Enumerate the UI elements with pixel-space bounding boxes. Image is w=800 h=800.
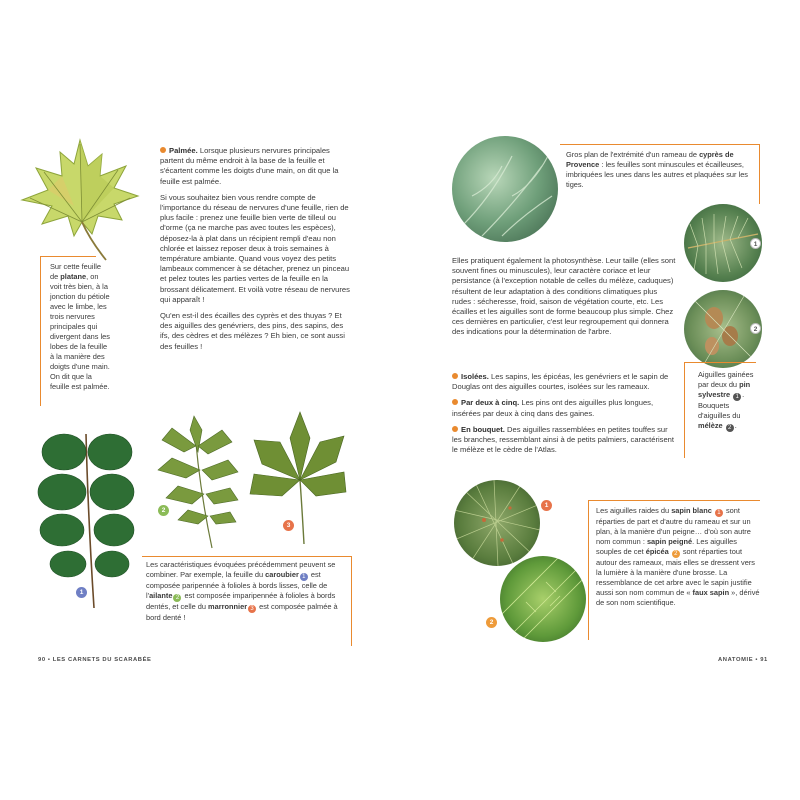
left-page-footer: 90 • LES CARNETS DU SCARABÉE bbox=[38, 657, 152, 663]
caption-species: platane bbox=[60, 272, 87, 281]
caption-text: Gros plan de l'extrémité d'un rameau de bbox=[566, 150, 700, 159]
needle-groups-list bbox=[452, 372, 676, 461]
bouquet-heading: En bouquet. bbox=[461, 424, 505, 434]
bullet-dot bbox=[160, 147, 166, 153]
photo-number-badge: 2 bbox=[486, 617, 497, 628]
needle-pattern-icon bbox=[454, 480, 540, 566]
caroubier-leaf-illustration bbox=[34, 426, 138, 612]
list-item bbox=[452, 425, 676, 456]
caption-text: . Les aiguilles souples de cet bbox=[596, 537, 737, 556]
marronnier-leaf-illustration bbox=[246, 408, 350, 548]
caption-text: est composée paripennée à folioles à bords lisses, celle de l' bbox=[146, 570, 328, 600]
list-item bbox=[452, 372, 676, 392]
caption-text: Les caractéristiques évoquées précédemment peuvent se combiner. Par exemple, la feuille du bbox=[146, 560, 336, 579]
meleze-label: mélèze bbox=[698, 421, 723, 430]
caption-text: : les feuilles sont minuscules et écailleuses, imbriquées les unes dans les autres et plaquées sur les tiges. bbox=[566, 160, 748, 189]
paragraph-photosynthese: Elles pratiquent également la photosynthèse. Leur taille (elles sont souvent fines ou minuscules), leur caractère coriace et leur persistance (à l'exception notable de celles du mélèze, caduques) résultent de leur adaptation à des conditions climatiques plus rudes : sécheresse, froid, saison de végétation courte, etc. Les écailles et les aiguilles sont de forme beaucoup plus simple. Chez ces dernières en particulier, c'est leur regroupement qui donnera des indications pour la détermination de l'arbre. bbox=[452, 256, 676, 337]
marronnier-label: marronnier bbox=[208, 602, 248, 611]
number-badge: 1 bbox=[300, 573, 308, 581]
caption-text: Sur cette feuille de bbox=[50, 262, 101, 281]
platane-caption bbox=[50, 262, 110, 392]
caption-text: est composée palmée à bord denté ! bbox=[146, 602, 338, 622]
sapin-peigne-label: sapin peigné bbox=[646, 537, 693, 546]
pardeux-text: Les pins ont des aiguilles plus longues, insérées par deux à cinq dans des gaines. bbox=[452, 398, 654, 418]
leaf-number-badge: 3 bbox=[283, 520, 294, 531]
caption-text: », dérivé de son nom scientifique. bbox=[596, 588, 760, 607]
caption-text: est composée imparipennée à folioles à bords dentés, et celle du bbox=[146, 591, 336, 611]
number-badge: 2 bbox=[173, 594, 181, 602]
caption-text: sont réparties de part et d'autre du rameau et sur un plan, à la manière d'un peigne… d'où son autre nom commun : bbox=[596, 506, 751, 546]
right-page-footer: ANATOMIE • 91 bbox=[718, 657, 768, 663]
cypres-caption bbox=[566, 150, 754, 190]
palmee-heading: Palmée. bbox=[169, 146, 198, 155]
epicea-label: épicéa bbox=[645, 547, 669, 556]
ailante-label: ailante bbox=[149, 591, 173, 600]
faux-sapin-label: faux sapin bbox=[692, 588, 730, 597]
left-text-column bbox=[160, 146, 350, 358]
palmee-text: Lorsque plusieurs nervures principales partent du même endroit à la base de la feuille et s'écartent comme les doigts d'une main, on dit que la feuille est palmée. bbox=[160, 146, 339, 186]
epicea-photo bbox=[500, 556, 586, 642]
paragraph-nervures: Si vous souhaitez bien vous rendre compte de l'importance du réseau de nervures d'une feuille, rien de plus facile : prenez une feuille bien verte de tilleul ou d'orme (ça ne marche pas avec toutes les espèces), déposez-la à plat dans un récipient rempli d'eau non chlorée et laissez reposer deux à trois semaines à température ambiante. Quand vous voyez des petits lambeaux commencer à se détacher, prenez un pinceau et pelez toutes les parties vertes de la feuille en la brossant délicatement. Et voilà votre réseau de nervures qui apparaît ! bbox=[160, 192, 350, 304]
ailante-leaf-illustration bbox=[150, 412, 242, 552]
cypres-photo bbox=[452, 136, 558, 242]
leaf-number-badge: 1 bbox=[76, 587, 87, 598]
pin-label: pin sylvestre bbox=[698, 380, 751, 399]
photo-number-badge: 1 bbox=[750, 238, 761, 249]
leaf-number-badge: 2 bbox=[158, 505, 169, 516]
leaves-caption bbox=[146, 560, 346, 623]
number-badge: 1 bbox=[733, 393, 741, 401]
cypres-label: cyprès de Provence bbox=[566, 150, 734, 169]
bullet-dot bbox=[452, 426, 458, 432]
caption-text: Les aiguilles raides du bbox=[596, 506, 672, 515]
caroubier-label: caroubier bbox=[265, 570, 299, 579]
isolees-text: Les sapins, les épicéas, les genévriers et le sapin de Douglas ont des aiguilles courtes, isolées sur les rameaux. bbox=[452, 372, 669, 392]
caption-text: . Bouquets d'aiguilles du bbox=[698, 390, 745, 420]
photo-number-badge: 1 bbox=[541, 500, 552, 511]
number-badge: 1 bbox=[715, 509, 723, 517]
photo-number-badge: 2 bbox=[750, 323, 761, 334]
bullet-dot bbox=[452, 399, 458, 405]
number-badge: 2 bbox=[672, 550, 680, 558]
paragraph-ecailles: Qu'en est-il des écailles des cyprès et des thuyas ? Et des aiguilles des genévriers, des pins, des sapins, des ifs, des cèdres et des mélèzes ? Eh bien, ce sont aussi des feuilles ! bbox=[160, 311, 345, 351]
sapin-label: sapin blanc bbox=[671, 506, 712, 515]
isolees-heading: Isolées. bbox=[461, 372, 489, 381]
bouquet-text: Des aiguilles rassemblées en petites touffes sur les branches, ressemblant ainsi à de petits palmiers, caractérisent le mélèze et le cèdre de l'Atlas. bbox=[452, 424, 675, 455]
right-text-column bbox=[452, 256, 676, 344]
scale-pattern-icon bbox=[452, 136, 558, 242]
number-badge: 3 bbox=[248, 605, 256, 613]
sapin-photo bbox=[454, 480, 540, 566]
caption-text: , on voit très bien, à la jonction du pétiole avec le limbe, les trois nervures principales qui divergent dans les lobes de la feuille à la manière des doigts d'une main. On dit que la feuille est palmée. bbox=[50, 272, 110, 391]
number-badge: 2 bbox=[726, 424, 734, 432]
caption-text: Aiguilles gainées par deux du bbox=[698, 370, 754, 389]
caption-text: sont réparties tout autour des rameaux, mais elles se dressent vers la lumière à la manière d'une brosse. La ressemblance de cet arbre avec le sapin justifie aussi son nom commun de « bbox=[596, 547, 755, 597]
pardeux-heading: Par deux à cinq. bbox=[461, 398, 520, 408]
bullet-dot bbox=[452, 373, 458, 379]
list-item bbox=[452, 398, 676, 418]
sapin-epicea-caption bbox=[596, 506, 760, 608]
pin-meleze-caption: Aiguilles gainées par deux du pin sylvestre 1 . Bouquets d'aiguilles du mélèze 2 . bbox=[698, 370, 754, 431]
maple-leaf-illustration bbox=[18, 136, 142, 264]
needle-pattern-icon bbox=[500, 556, 586, 642]
right-page bbox=[400, 0, 800, 800]
